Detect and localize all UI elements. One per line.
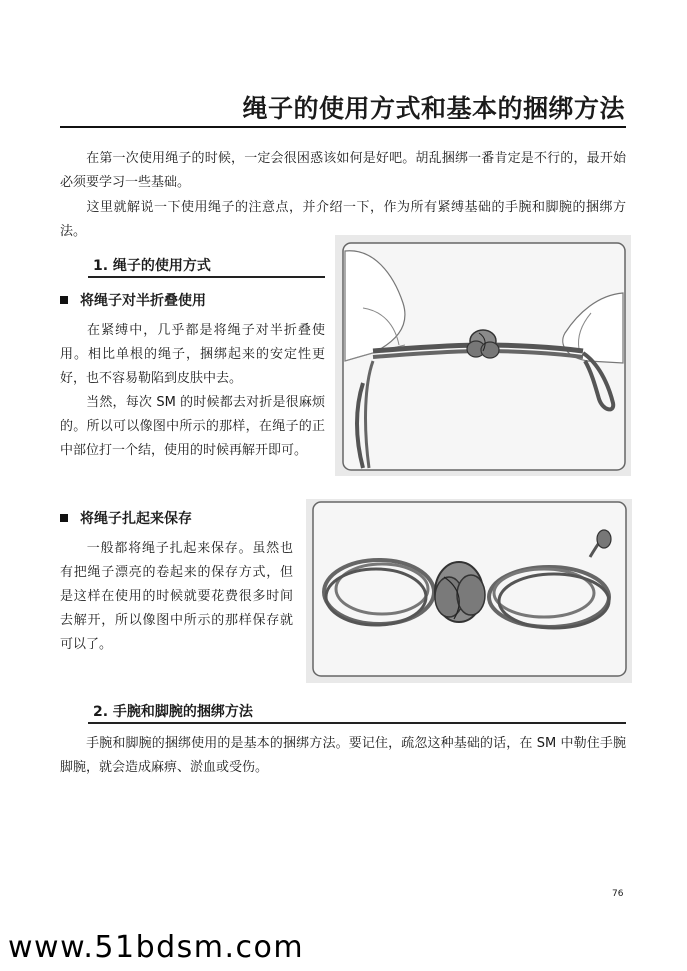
section-2-paragraph	[60, 732, 626, 780]
storage-paragraph-1	[60, 537, 293, 657]
subsection-storage-heading-text: 将绳子扎起来保存	[80, 511, 192, 527]
subsection-fold-heading-text: 将绳子对半折叠使用	[80, 293, 206, 309]
page-title: 绳子的使用方式和基本的捆绑方法	[242, 94, 625, 123]
section-1-rule	[88, 276, 325, 278]
coiled-rope-photo	[304, 497, 634, 685]
intro-p2-text: 这里就解说一下使用绳子的注意点，并介绍一下，作为所有紧缚基础的手腕和脚腕的捆绑方法。	[60, 200, 626, 239]
section-2-heading: 2. 手腕和脚腕的捆绑方法	[93, 704, 253, 720]
page-number: 76	[612, 889, 624, 899]
fold-p2-text: 当然，每次 SM 的时候都去对折是很麻烦的。所以可以像图中所示的那样，在绳子的正中部位打一个结，使用的时候再解开即可。	[60, 395, 325, 458]
section-2-rule	[88, 722, 626, 724]
intro-paragraph-1	[60, 147, 626, 195]
title-rule	[60, 126, 626, 128]
fold-paragraph-2	[60, 391, 325, 463]
storage-p1-text: 一般都将绳子扎起来保存。虽然也有把绳子漂亮的卷起来的保存方式，但是这样在使用的时候就要花费很多时间去解开，所以像图中所示的那样保存就可以了。	[60, 541, 293, 652]
folded-rope-photo	[333, 233, 633, 478]
section-2-p1-text: 手腕和脚腕的捆绑使用的是基本的捆绑方法。要记住，疏忽这种基础的话，在 SM 中勒住手腕脚腕，就会造成麻痹、淤血或受伤。	[60, 736, 626, 775]
bullet-square-icon	[60, 514, 68, 522]
section-1-heading: 1. 绳子的使用方式	[93, 258, 211, 274]
subsection-fold-heading	[60, 290, 206, 310]
subsection-storage-heading	[60, 508, 192, 528]
bullet-square-icon	[60, 296, 68, 304]
fold-paragraph-1	[60, 319, 325, 391]
watermark-url: www.51bdsm.com	[8, 930, 305, 965]
intro-p1-text: 在第一次使用绳子的时候，一定会很困惑该如何是好吧。胡乱捆绑一番肯定是不行的，最开始必须要学习一些基础。	[60, 151, 626, 190]
fold-p1-text: 在紧缚中，几乎都是将绳子对半折叠使用。相比单根的绳子，捆绑起来的安定性更好，也不容易勒陷到皮肤中去。	[60, 323, 325, 386]
